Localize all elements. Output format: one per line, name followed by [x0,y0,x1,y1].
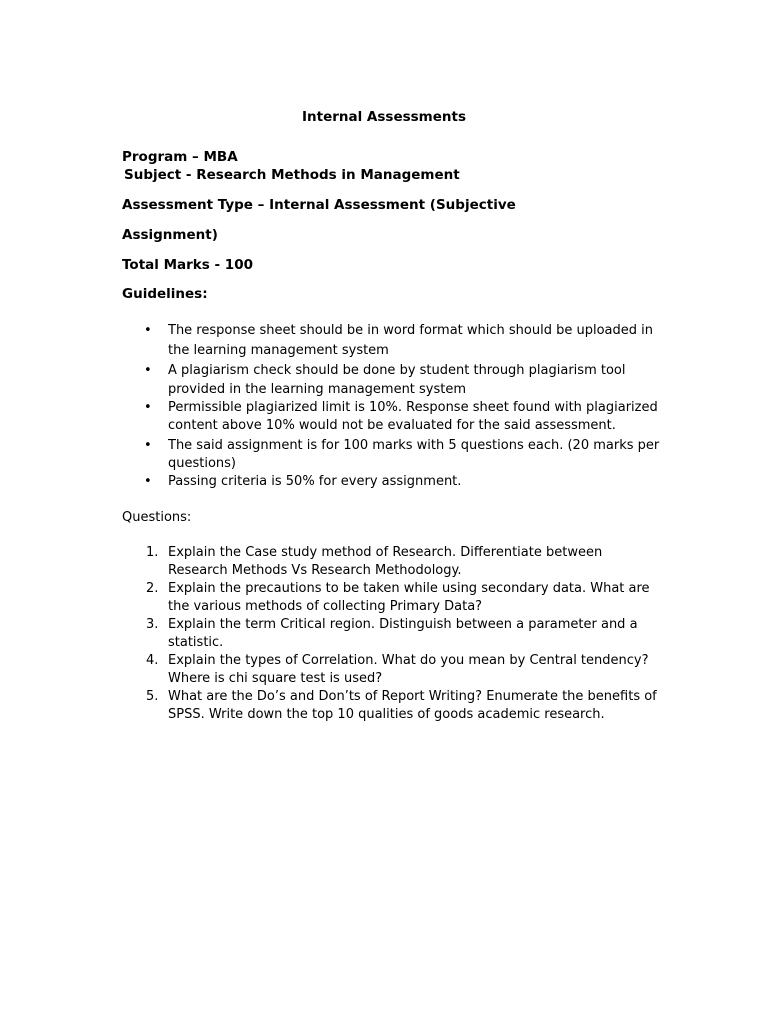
question-item [122,616,662,652]
question-item [122,652,662,688]
bullet-icon: • [144,438,152,453]
guideline-item [122,361,662,399]
bullet-icon: • [144,400,152,415]
question-text: Explain the types of Correlation. What do you mean by Central tendency? Where is chi square test is used? [168,653,649,686]
guideline-text: The response sheet should be in word format which should be uploaded in the learning management system [168,323,653,358]
question-number: 4. [146,653,159,668]
guideline-text: Permissible plagiarized limit is 10%. Response sheet found with plagiarized content above 10% would not be evaluated for the said assessment. [168,400,658,433]
bullet-icon: • [144,323,152,338]
question-item [122,580,662,616]
question-item [122,544,662,580]
question-number: 3. [146,617,159,632]
bullet-icon: • [144,474,152,489]
page-title: Internal Assessments [301,109,467,125]
guideline-item [122,473,662,491]
guideline-text: A plagiarism check should be done by student through plagiarism tool provided in the learning management system [168,363,626,397]
guidelines-list [122,321,662,491]
question-number: 5. [146,689,159,704]
questions-heading: Questions: [122,510,192,525]
question-number: 1. [146,545,159,560]
assessment-type-line: Assessment Type – Internal Assessment (Subjective [122,197,516,213]
question-number: 2. [146,581,159,596]
question-text: What are the Do’s and Don’ts of Report Writing? Enumerate the benefits of SPSS. Write down the top 10 qualities of goods academic research. [168,689,657,722]
program-line: Program – MBA [122,149,238,165]
question-text: Explain the precautions to be taken while using secondary data. What are the various methods of collecting Primary Data? [168,581,650,614]
guidelines-heading: Guidelines: [122,286,208,302]
guideline-item [122,399,662,435]
bullet-icon: • [144,363,152,378]
guideline-item [122,321,662,361]
assessment-type-continuation: Assignment) [122,227,218,243]
subject-line: Subject - Research Methods in Management [124,167,460,183]
questions-list [122,544,662,724]
guideline-item [122,437,662,473]
guideline-text: Passing criteria is 50% for every assignment. [168,474,462,489]
total-marks-line: Total Marks - 100 [122,257,253,273]
question-text: Explain the Case study method of Research. Differentiate between Research Methods Vs Research Methodology. [168,545,603,578]
question-text: Explain the term Critical region. Distinguish between a parameter and a statistic. [168,617,638,650]
question-item [122,688,662,724]
guideline-text: The said assignment is for 100 marks with 5 questions each. (20 marks per questions) [168,438,660,471]
